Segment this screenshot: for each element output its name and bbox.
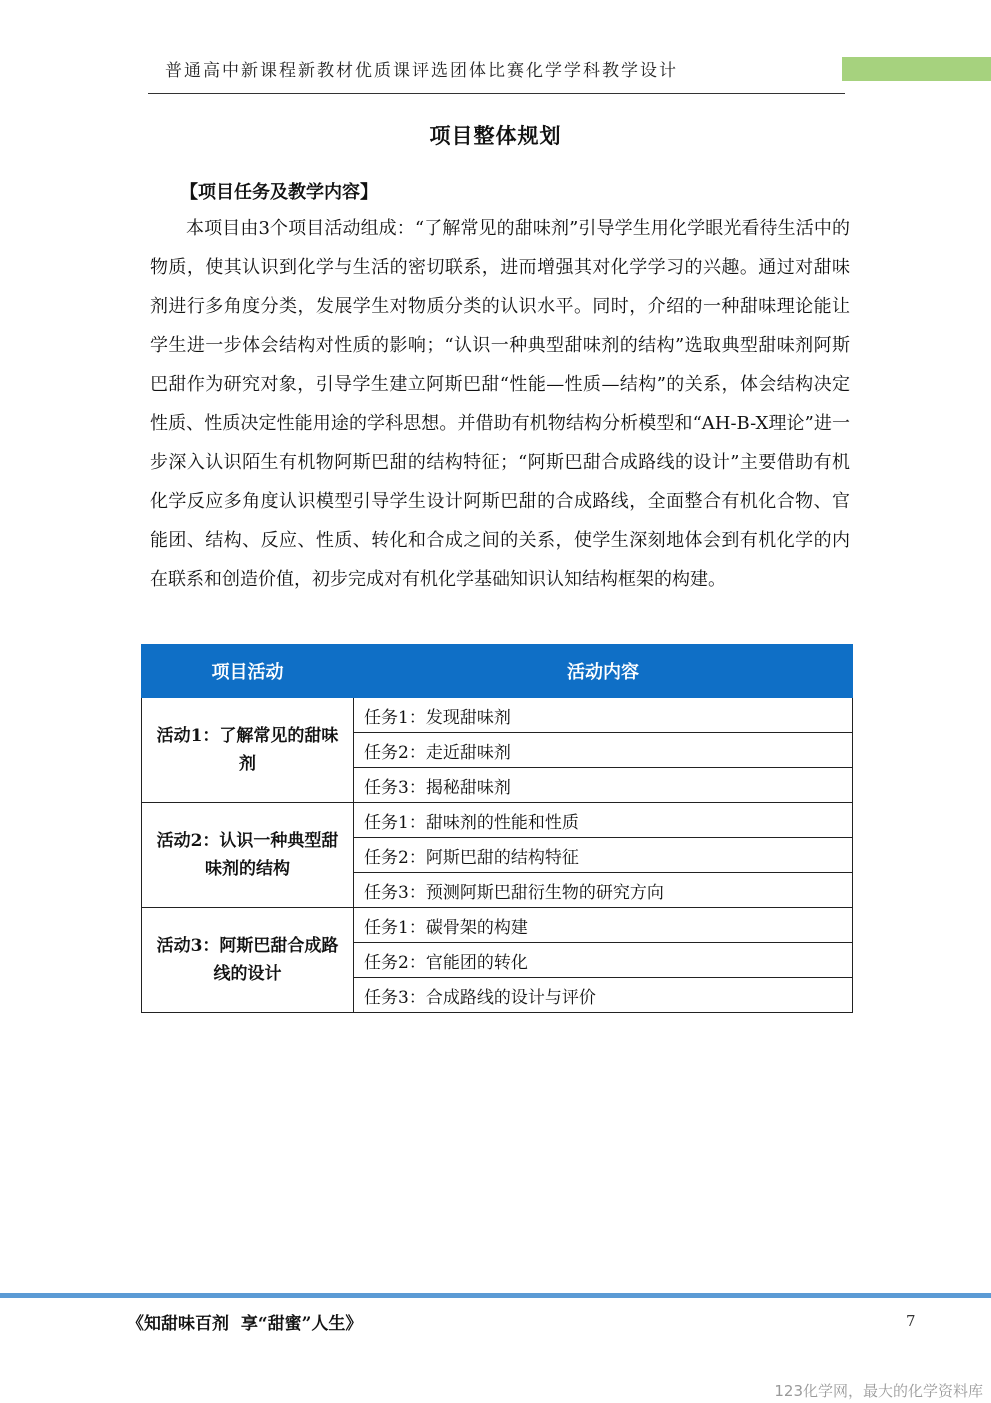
body-paragraph: 本项目由3个项目活动组成：“了解常见的甜味剂”引导学生用化学眼光看待生活中的物质，使其认识到化学与生活的密切联系，进而增强其对化学学习的兴趣。通过对甜味剂进行多角度分类，发展学生对物质分类的认识水平。同时，介绍的一种甜味理论能让学生进一步体会结构对性质的影响；“认识一种典型甜味剂的结构”选取典型甜味剂阿斯巴甜作为研究对象，引导学生建立阿斯巴甜“性能—性质—结构”的关系，体会结构决定性质、性质决定性能用途的学科思想。并借助有机物结构分析模型和“AH-B-X理论”进一步深入认识陌生有机物阿斯巴甜的结构特征；“阿斯巴甜合成路线的设计”主要借助有机化学反应多角度认识模型引导学生设计阿斯巴甜的合成路线，全面整合有机化合物、官能团、结构、反应、性质、转化和合成之间的关系，使学生深刻地体会到有机化学的内在联系和创造价值，初步完成对有机化学基础知识认知结构框架的构建。 — [150, 218, 850, 590]
section-heading: 【项目任务及教学内容】 — [180, 182, 378, 203]
table-row — [142, 698, 853, 733]
activity-3-task-1: 任务1：碳骨架的构建 — [354, 908, 853, 943]
activity-3-name: 活动3：阿斯巴甜合成路线的设计 — [142, 908, 354, 1013]
activity-1-task-3: 任务3：揭秘甜味剂 — [354, 768, 853, 803]
activity-2-task-3: 任务3：预测阿斯巴甜衍生物的研究方向 — [354, 873, 853, 908]
activity-1-name: 活动1：了解常见的甜味剂 — [142, 698, 354, 803]
activity-1-task-1: 任务1：发现甜味剂 — [354, 698, 853, 733]
header-accent-bar — [842, 57, 991, 81]
table-header-content: 活动内容 — [354, 645, 853, 698]
page-number: 7 — [906, 1312, 916, 1330]
activity-table — [141, 644, 853, 1013]
header-title: 普通高中新课程新教材优质课评选团体比赛化学学科教学设计 — [165, 61, 678, 81]
footer-title: 《知甜味百剂 享“甜蜜”人生》 — [127, 1314, 363, 1334]
table-row — [142, 908, 853, 943]
activity-1-task-2: 任务2：走近甜味剂 — [354, 733, 853, 768]
activity-3-task-3: 任务3：合成路线的设计与评价 — [354, 978, 853, 1013]
activity-3-task-2: 任务2：官能团的转化 — [354, 943, 853, 978]
watermark-text: 123化学网，最大的化学资料库 — [774, 1382, 983, 1400]
activity-2-name: 活动2：认识一种典型甜味剂的结构 — [142, 803, 354, 908]
header-divider — [148, 93, 845, 94]
table-header-activity: 项目活动 — [142, 645, 354, 698]
table-row — [142, 803, 853, 838]
activity-2-task-1: 任务1：甜味剂的性能和性质 — [354, 803, 853, 838]
table-header-row — [142, 645, 853, 698]
activity-2-task-2: 任务2：阿斯巴甜的结构特征 — [354, 838, 853, 873]
page-title: 项目整体规划 — [429, 123, 562, 148]
footer-divider — [0, 1293, 991, 1298]
